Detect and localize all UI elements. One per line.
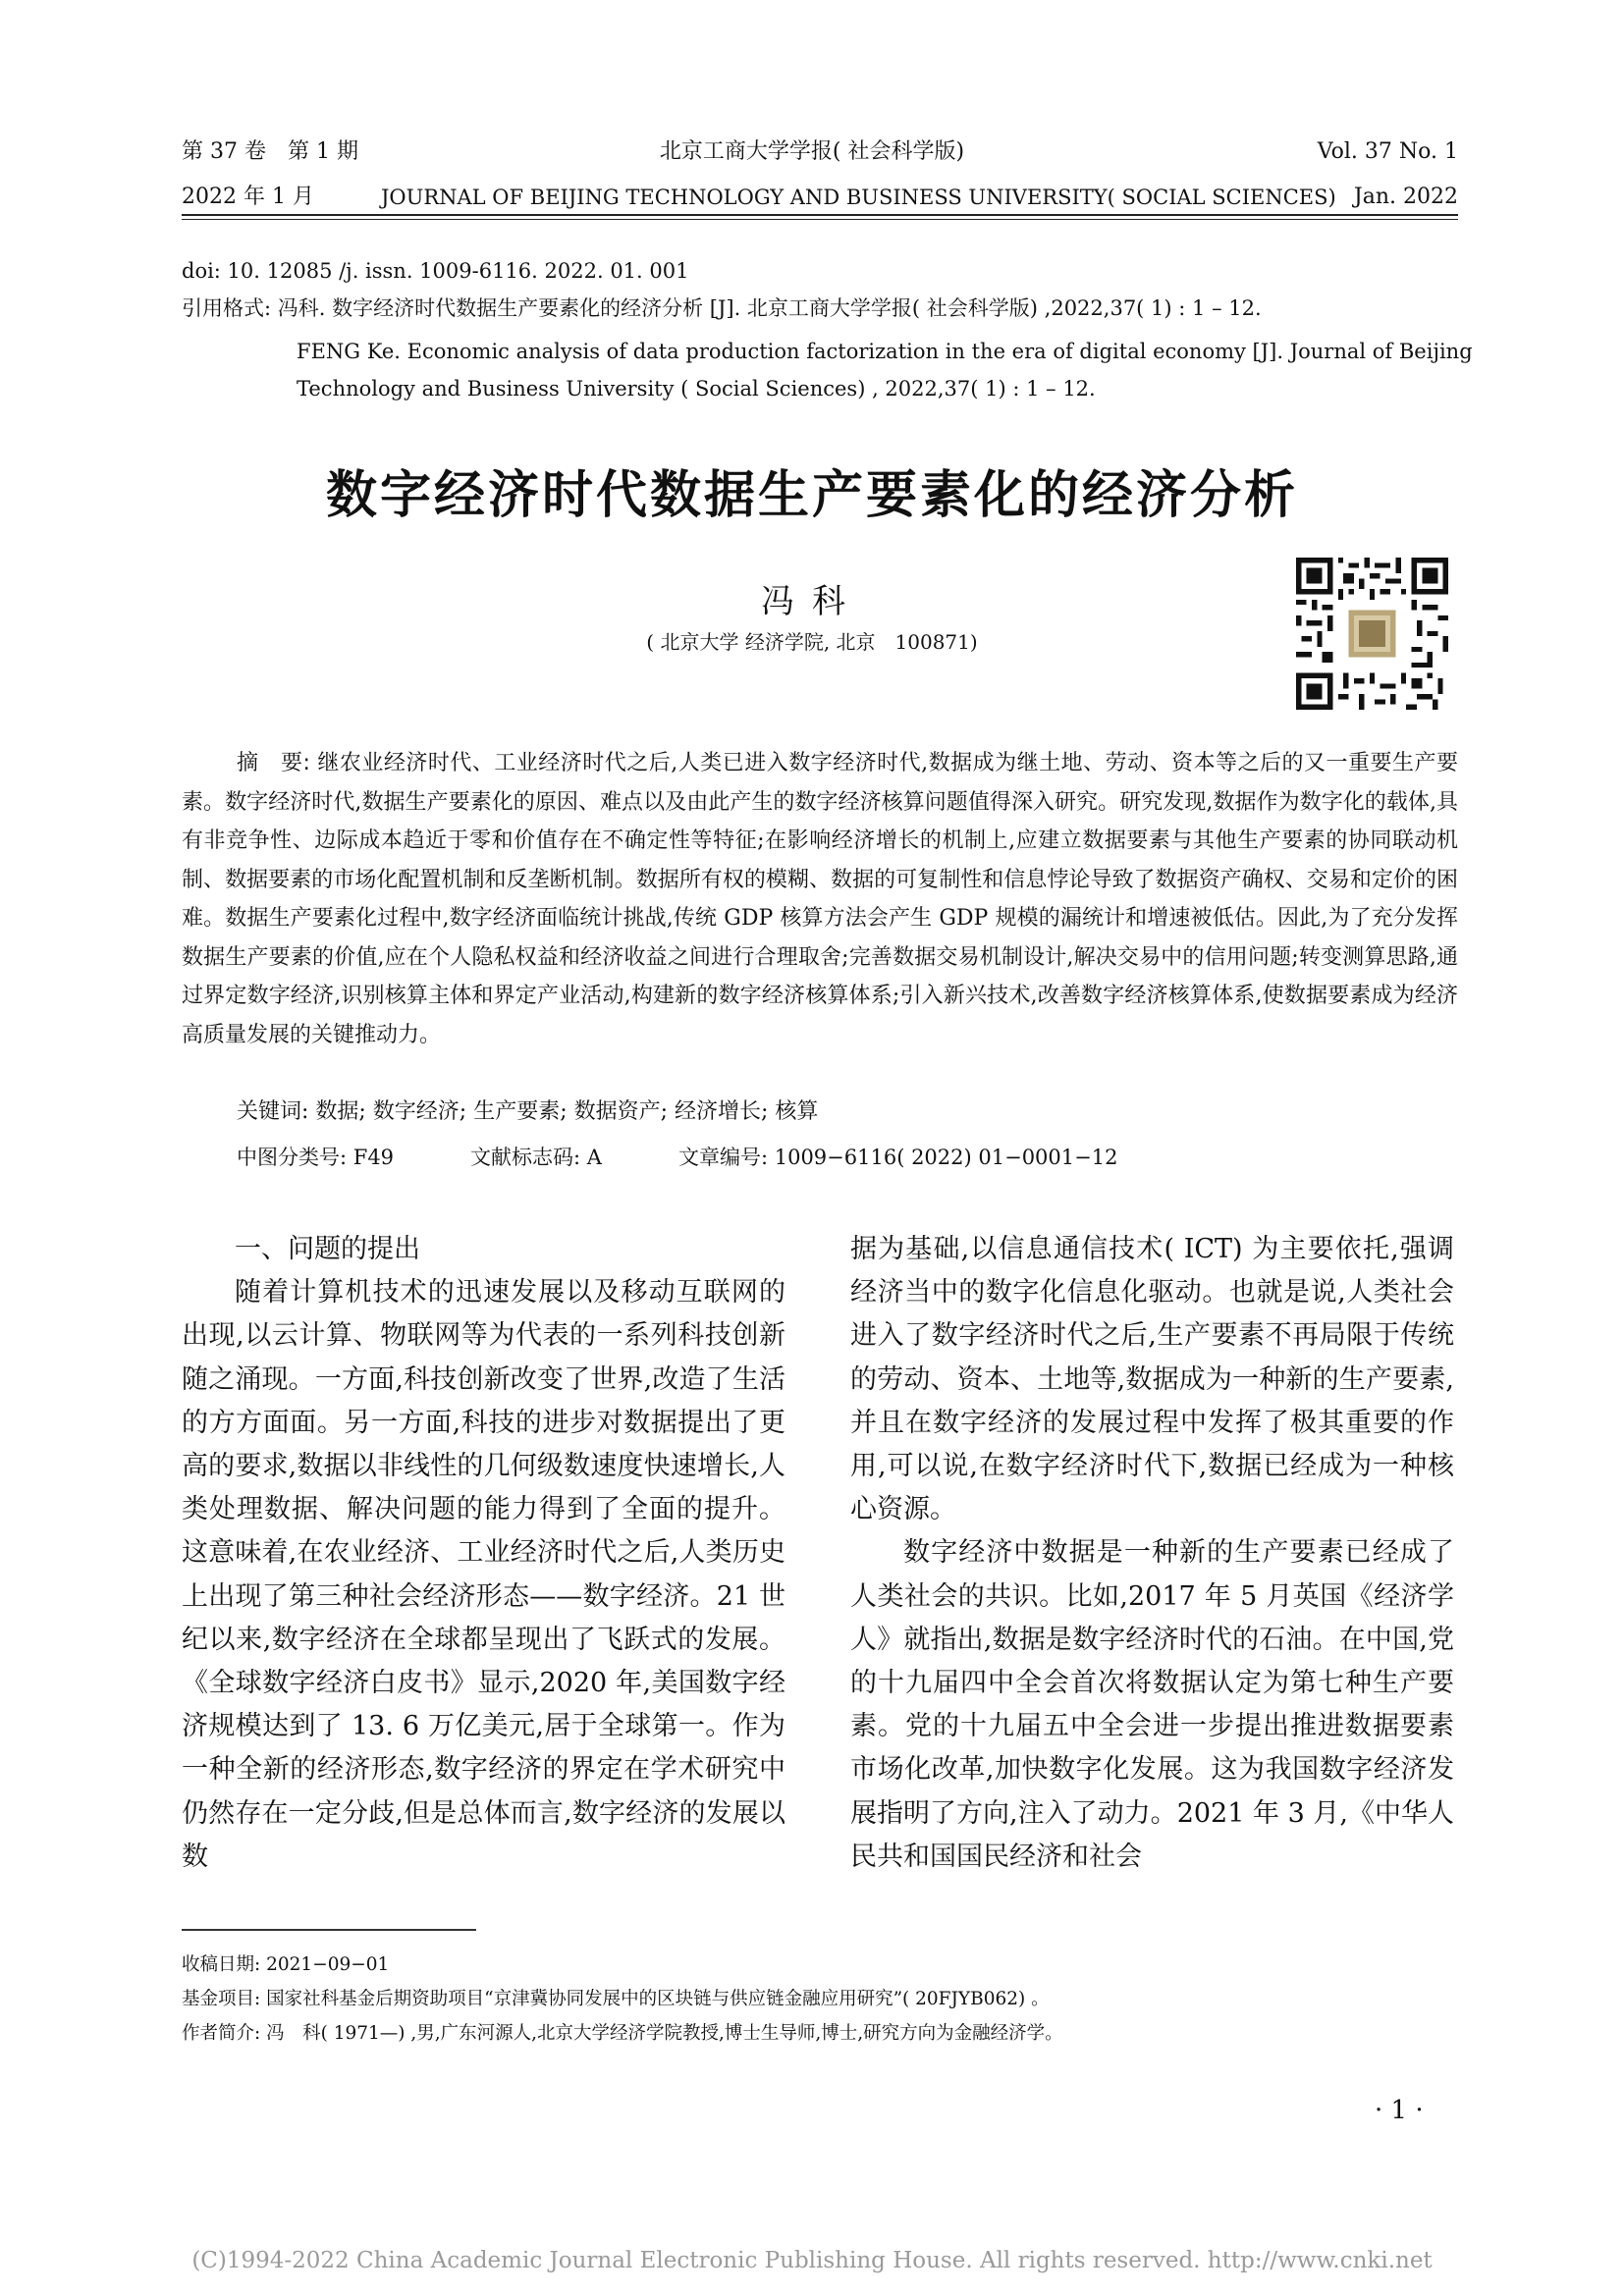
date-en: Jan. 2022 — [1353, 185, 1458, 209]
document-code: 文献标志码: A — [470, 1146, 602, 1169]
keywords: 关键词: 数据; 数字经济; 生产要素; 数据资产; 经济增长; 核算 — [237, 1099, 819, 1124]
footnote-rule — [182, 1929, 476, 1931]
journal-title-en: JOURNAL OF BEIJING TECHNOLOGY AND BUSINESS UNIVERSITY( SOCIAL SCIENCES) — [381, 186, 1336, 209]
doi: doi: 10. 12085 /j. issn. 1009-6116. 2022. 01. 001 — [182, 259, 689, 283]
section-heading: 一、问题的提出 — [235, 1234, 420, 1264]
author-bio: 作者简介: 冯 科( 1971—) ,男,广东河源人,北京大学经济学院教授,博士生导师,博士,研究方向为金融经济学。 — [182, 2023, 1063, 2044]
page-number: · 1 · — [1375, 2096, 1424, 2125]
body-paragraph: 随着计算机技术的迅速发展以及移动互联网的出现,以云计算、物联网等为代表的一系列科技创新随之涌现。一方面,科技创新改变了世界,改造了生活的方方面面。另一方面,科技的进步对数据提出了更高的要求,数据以非线性的几何级数速度快速增长,人类处理数据、解决问题的能力得到了全面的提升。这意味着,在农业经济、工业经济时代之后,人类历史上出现了第三种社会经济形态——数字经济。21 世纪以来,数字经济在全球都呈现出了飞跃式的发展。《全球数字经济白皮书》显示,2020 年,美国数字经济规模达到了 13. 6 万亿美元,居于全球第一。作为一种全新的经济形态,数字经济的界定在学术研究中仍然存在一定分歧,但是总体而言,数字经济的发展以数 — [182, 1277, 785, 1872]
body-left-column — [182, 1228, 785, 1879]
received-date: 收稿日期: 2021−09−01 — [182, 1954, 390, 1975]
date-cn: 2022 年 1 月 — [182, 185, 314, 209]
author-name: 冯科 — [761, 582, 863, 621]
citation-cn: 引用格式: 冯科. 数字经济时代数据生产要素化的经济分析 [J]. 北京工商大学学报( 社会科学版) ,2022,37( 1) : 1 – 12. — [182, 296, 1262, 320]
fund-info: 基金项目: 国家社科基金后期资助项目“京津冀协同发展中的区块链与供应链金融应用研究”( 20FJYB062) 。 — [182, 1989, 1050, 2009]
affiliation: ( 北京大学 经济学院, 北京 100871) — [646, 630, 978, 654]
qr-code-icon[interactable] — [1296, 558, 1448, 710]
copyright-footer: (C)1994-2022 China Academic Journal Electronic Publishing House. All rights reserved. http://www.cnki.net — [191, 2248, 1433, 2273]
header-rule — [182, 214, 1458, 216]
article-number: 文章编号: 1009−6116( 2022) 01−0001−12 — [677, 1146, 1118, 1169]
header-rule-thin — [182, 219, 1458, 220]
clc-number: 中图分类号: F49 — [237, 1146, 395, 1169]
abstract-text: 继农业经济时代、工业经济时代之后,人类已进入数字经济时代,数据成为继土地、劳动、资本等之后的又一重要生产要素。数字经济时代,数据生产要素化的原因、难点以及由此产生的数字经济核算问题值得深入研究。研究发现,数据作为数字化的载体,具有非竞争性、边际成本趋近于零和价值存在不确定性等特征;在影响经济增长的机制上,应建立数据要素与其他生产要素的协同联动机制、数据要素的市场化配置机制和反垄断机制。数据所有权的模糊、数据的可复制性和信息悖论导致了数据资产确权、交易和定价的困难。数据生产要素化过程中,数字经济面临统计挑战,传统 GDP 核算方法会产生 GDP 规模的漏统计和增速被低估。因此,为了充分发挥数据生产要素的价值,应在个人隐私权益和经济收益之间进行合理取舍;完善数据交易机制设计,解决交易中的信用问题;转变测算思路,通过界定数字经济,识别核算主体和界定产业活动,构建新的数字经济核算体系;引入新兴技术,改善数字经济核算体系,使数据要素成为经济高质量发展的关键推动力。 — [182, 751, 1458, 1047]
body-paragraph-continued: 据为基础,以信息通信技术( ICT) 为主要依托,强调经济当中的数字化信息化驱动。也就是说,人类社会进入了数字经济时代之后,生产要素不再局限于传统的劳动、资本、土地等,数据成为一种新的生产要素,并且在数字经济的发展过程中发挥了极其重要的作用,可以说,在数字经济时代下,数据已经成为一种核心资源。 — [850, 1234, 1454, 1525]
abstract-label: 摘 要: — [237, 751, 310, 775]
classification-line — [237, 1141, 1117, 1174]
citation-en-line2: Technology and Business University ( Social Sciences) , 2022,37( 1) : 1 – 12. — [297, 377, 1096, 400]
journal-title-cn: 北京工商大学学报( 社会科学版) — [659, 139, 965, 164]
citation-en-line1: FENG Ke. Economic analysis of data production factorization in the era of digital economy [J]. Journal of Beijing — [297, 340, 1473, 363]
article-title: 数字经济时代数据生产要素化的经济分析 — [325, 466, 1298, 525]
body-right-column — [850, 1228, 1454, 1879]
abstract — [182, 744, 1458, 1054]
body-paragraph: 数字经济中数据是一种新的生产要素已经成了人类社会的共识。比如,2017 年 5 月英国《经济学人》就指出,数据是数字经济时代的石油。在中国,党的十九届四中全会首次将数据认定为第七种生产要素。党的十九届五中全会进一步提出推进数据要素市场化改革,加快数字化发展。这为我国数字经济发展指明了方向,注入了动力。2021 年 3 月,《中华人民共和国国民经济和社会 — [850, 1537, 1454, 1872]
volume-issue: 第 37 卷 第 1 期 — [182, 139, 358, 164]
volume-en: Vol. 37 No. 1 — [1317, 139, 1458, 164]
